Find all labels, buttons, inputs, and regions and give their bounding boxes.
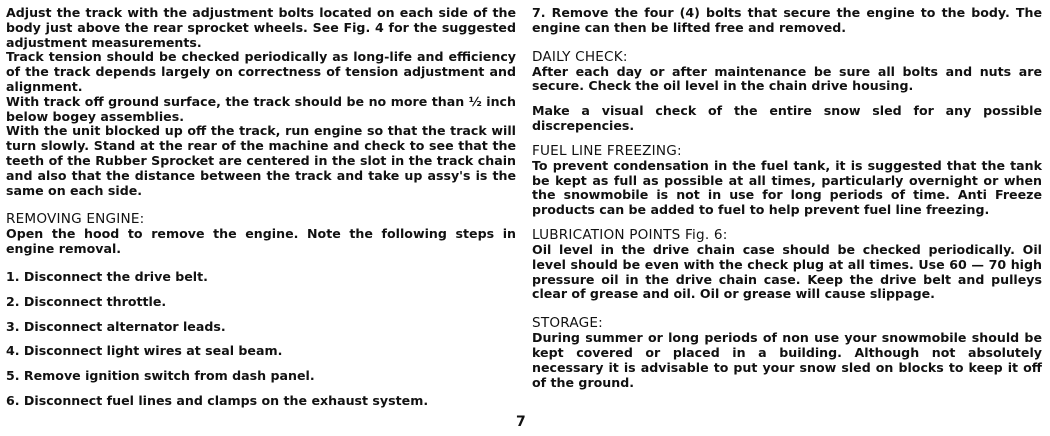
right-column — [532, 6, 1042, 390]
removing-engine-intro: Open the hood to remove the engine. Note the following steps in engine removal. — [6, 226, 516, 257]
lubrication-points-heading: LUBRICATION POINTS Fig. 6: — [532, 226, 728, 243]
step-5: 5. Remove ignition switch from dash panel. — [6, 368, 315, 384]
track-alignment-paragraph: With the unit blocked up off the track, run engine so that the track will turn slowly. Stand at the rear of the machine and check to see that the teeth of the Rubber Sprocket are centered in the slot in the track chain and also that the distance between the track and take up assy's is the same on each side. — [6, 123, 516, 198]
storage-body: During summer or long periods of non use your snowmobile should be kept covered or placed in a building. Although not absolutely necessary it is advisable to put your snow sled on blocks to keep it off of the ground. — [532, 330, 1042, 390]
step-1: 1. Disconnect the drive belt. — [6, 268, 208, 284]
fuel-line-freezing-heading: FUEL LINE FREEZING: — [532, 142, 682, 159]
daily-check-section — [532, 50, 1042, 134]
page-number: 7 — [516, 414, 526, 430]
removing-engine-section — [6, 212, 516, 408]
daily-check-visual: Make a visual check of the entire snow sled for any possible discrepencies. — [532, 103, 1042, 133]
engine-removal-steps — [6, 270, 516, 409]
step-2: 2. Disconnect throttle. — [6, 293, 167, 309]
step-7: 7. Remove the four (4) bolts that secure the engine to the body. The engine can then be lifted free and removed. — [532, 5, 1042, 35]
step-4: 4. Disconnect light wires at seal beam. — [6, 343, 283, 359]
track-adjustment-paragraph: Adjust the track with the adjustment bolts located on each side of the body just above the rear sprocket wheels. See Fig. 4 for the suggested adjustment measurements. — [6, 5, 516, 50]
removing-engine-heading: REMOVING ENGINE: — [6, 211, 145, 228]
track-clearance-paragraph: With track off ground surface, the track should be no more than ½ inch below bogey assemblies. — [6, 93, 516, 124]
fuel-line-freezing-body: To prevent condensation in the fuel tank, it is suggested that the tank be kept as full as possible at all times, particularly overnight or when the snowmobile is not in use for long periods of time. Anti Freeze products can be added to fuel to help prevent fuel line freezing. — [532, 157, 1042, 218]
left-column — [6, 6, 516, 409]
storage-section — [532, 316, 1042, 390]
daily-check-body: After each day or after maintenance be sure all bolts and nuts are secure. Check the oil level in the chain drive housing. — [532, 63, 1042, 94]
step-3: 3. Disconnect alternator leads. — [6, 318, 226, 334]
track-tension-paragraph: Track tension should be checked periodically as long-life and efficiency of the track depends largely on correctness of tension adjustment and alignment. — [6, 49, 516, 94]
lubrication-points-body: Oil level in the drive chain case should be checked periodically. Oil level should be even with the check plug at all times. Use 60 — 70 high pressure oil in the drive chain case. Keep the drive belt and pulleys clear of grease and oil. Oil or grease will cause slippage. — [532, 241, 1042, 302]
daily-check-heading: DAILY CHECK: — [532, 48, 628, 65]
lubrication-points-section — [532, 228, 1042, 302]
storage-heading: STORAGE: — [532, 315, 603, 332]
fuel-line-freezing-section — [532, 144, 1042, 218]
step-6: 6. Disconnect fuel lines and clamps on the exhaust system. — [6, 392, 429, 408]
